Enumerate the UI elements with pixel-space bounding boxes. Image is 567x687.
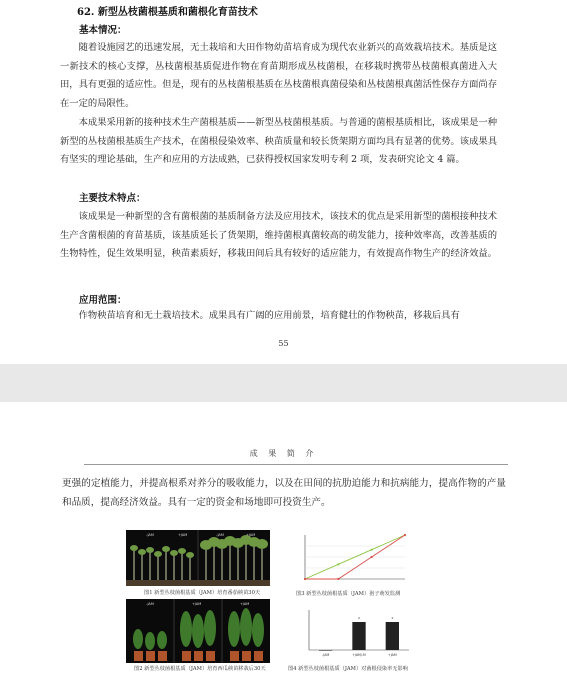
heading-basic-info: 基本情况： (79, 25, 127, 36)
fig1-label-1: -JAM (146, 533, 154, 537)
bar (386, 622, 399, 650)
figure-4-bar-chart (287, 604, 417, 662)
document-page-56 (0, 402, 567, 687)
fig2-label-3: +JAM (240, 602, 250, 606)
data-point (337, 563, 339, 565)
fig1-label-4: +JAM (246, 533, 256, 537)
category-tick-label: +JAM (388, 653, 397, 657)
significance-mark: * (391, 616, 394, 622)
figure-3-caption: 图3 新型丛枝菌根基质（JAM）孢子萌发监测 (296, 591, 401, 597)
watermelon-plants-image (126, 599, 270, 663)
paragraph-basic-2: 本成果采用新的接种技术生产菌根基质——新型丛枝菌根基质。与普通的菌根基质相比，该成果是一种新型的丛枝菌根基质生产技术，在菌根侵染效率、秧苗质量和较长货架期方面均具有显著的优势。该成果具有坚实的理论基础，生产和应用的方法成熟，已获得授权国家发明专利 2 项，发表研究论文 4 篇。 (60, 117, 497, 166)
paragraph-basic-1: 随着设施园艺的迅速发展，无土栽培和大田作物幼苗培育成为现代农业新兴的高效栽培技术。基质是这一新技术的核心支撑，丛枝菌根基质促进作物在育苗期形成丛枝菌根，在移栽时携带丛枝菌根真菌进入大田，具有更强的适应性。但是，现有的丛枝菌根基质在丛枝菌根真菌侵染和丛枝菌根真菌活性保存方面尚存在一定的局限性。 (60, 42, 497, 109)
bar (352, 622, 365, 650)
figure-1-photo (126, 530, 270, 586)
fig1-label-2: +JAM (178, 533, 188, 537)
data-point (371, 549, 373, 551)
category-tick-label: -JAM (322, 653, 330, 657)
data-point (404, 534, 406, 536)
figure-4-caption: 图4 新型丛枝菌根基质（JAM）对菌根侵染率无影响 (288, 666, 408, 672)
fig2-label-1: -JAM (146, 602, 154, 606)
page-number: 55 (278, 339, 289, 348)
page-header: 成 果 简 介 (249, 449, 318, 458)
category-tick-label: +JAM/-M (352, 653, 366, 657)
section-title: 62. 新型丛枝菌根基质和菌根化育苗技术 (77, 7, 258, 18)
paragraph-continued: 更强的定植能力，并提高根系对养分的吸收能力，以及在田间的抗肋迫能力和抗病能力，提高作物的产量和品质，提高经济效益。具有一定的资金和场地即可投资生产。 (62, 478, 506, 508)
figure-2-caption: 图2 新型丛枝菌根基质（JAM）培育西瓜秧苗移栽后30天 (134, 666, 266, 672)
paragraph-scope: 作物秧苗培育和无土栽培技术。成果具有广阔的应用前景，培育健壮的作物秧苗，移栽后具有 (78, 310, 460, 321)
data-point (304, 578, 306, 580)
fig1-label-3: -JAM (216, 533, 224, 537)
figure-2-photo (126, 599, 270, 663)
data-point (337, 578, 339, 580)
figure-1-caption: 图1 新型丛枝菌根基质（JAM）培育番茄秧苗30天 (144, 590, 261, 596)
heading-application-scope: 应用范围： (79, 295, 127, 306)
figure-3-line-chart (287, 529, 417, 587)
heading-tech-features: 主要技术特点： (79, 193, 146, 204)
header-divider (84, 464, 508, 465)
tomato-seedlings-image (126, 530, 270, 586)
data-point (371, 556, 373, 558)
bar (319, 650, 332, 651)
significance-mark: * (358, 616, 360, 622)
page-gap (0, 364, 567, 402)
paragraph-features: 该成果是一种新型的含有菌根菌的基质制备方法及应用技术，该技术的优点是采用新型的菌根接种技术生产含菌根菌的育苗基质，该基质延长了货架期，维持菌根真菌较高的萌发能力，接种效率高，改善基质的生物特性，促生效果明显，秧苗素质好，移栽田间后具有较好的适应能力，有效提高作物生产的经济效益。 (60, 211, 497, 260)
fig2-label-2: +JAM (192, 602, 202, 606)
